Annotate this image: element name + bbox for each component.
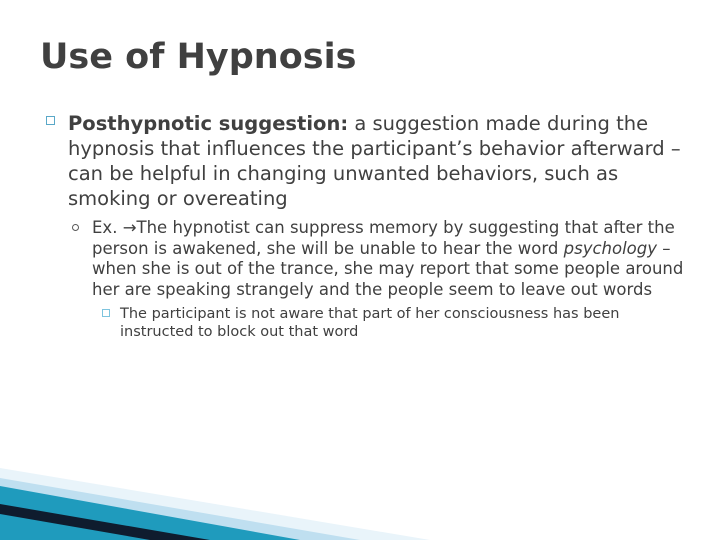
right-arrow-icon: → [122, 217, 137, 237]
bullet-level1 [40, 112, 688, 212]
bullet-level2-italic-word: psychology [563, 238, 658, 258]
slide-body [40, 112, 688, 341]
hollow-square-bullet-small-icon [102, 309, 110, 317]
bottom-left-angular-ribbon [0, 448, 430, 540]
bullet-level2 [40, 218, 688, 301]
bullet-level3-text: The participant is not aware that part of her consciousness has been instructed to block out that word [120, 305, 620, 341]
bullet-level2-prefix: Ex. [92, 217, 123, 237]
hollow-circle-bullet-icon [72, 224, 79, 231]
bullet-level1-lead: Posthypnotic suggestion: [68, 112, 349, 135]
bullet-level1-text: a suggestion made during the hypnosis that influences the participant’s behavior afterward – can be helpful in changing unwanted behaviors, such as smoking or overeating [68, 112, 681, 210]
hollow-square-bullet-icon [46, 116, 55, 125]
page-title: Use of Hypnosis [40, 37, 357, 77]
bullet-level2-text-part1: The hypnotist can suppress memory by suggesting that after the person is awakened, she will be unable to hear the word [92, 217, 675, 258]
bullet-level3 [40, 305, 688, 341]
bullet-level2-text-part2: – when she is out of the trance, she may report that some people around her are speaking strangely and the people seem to leave out words [92, 238, 684, 300]
